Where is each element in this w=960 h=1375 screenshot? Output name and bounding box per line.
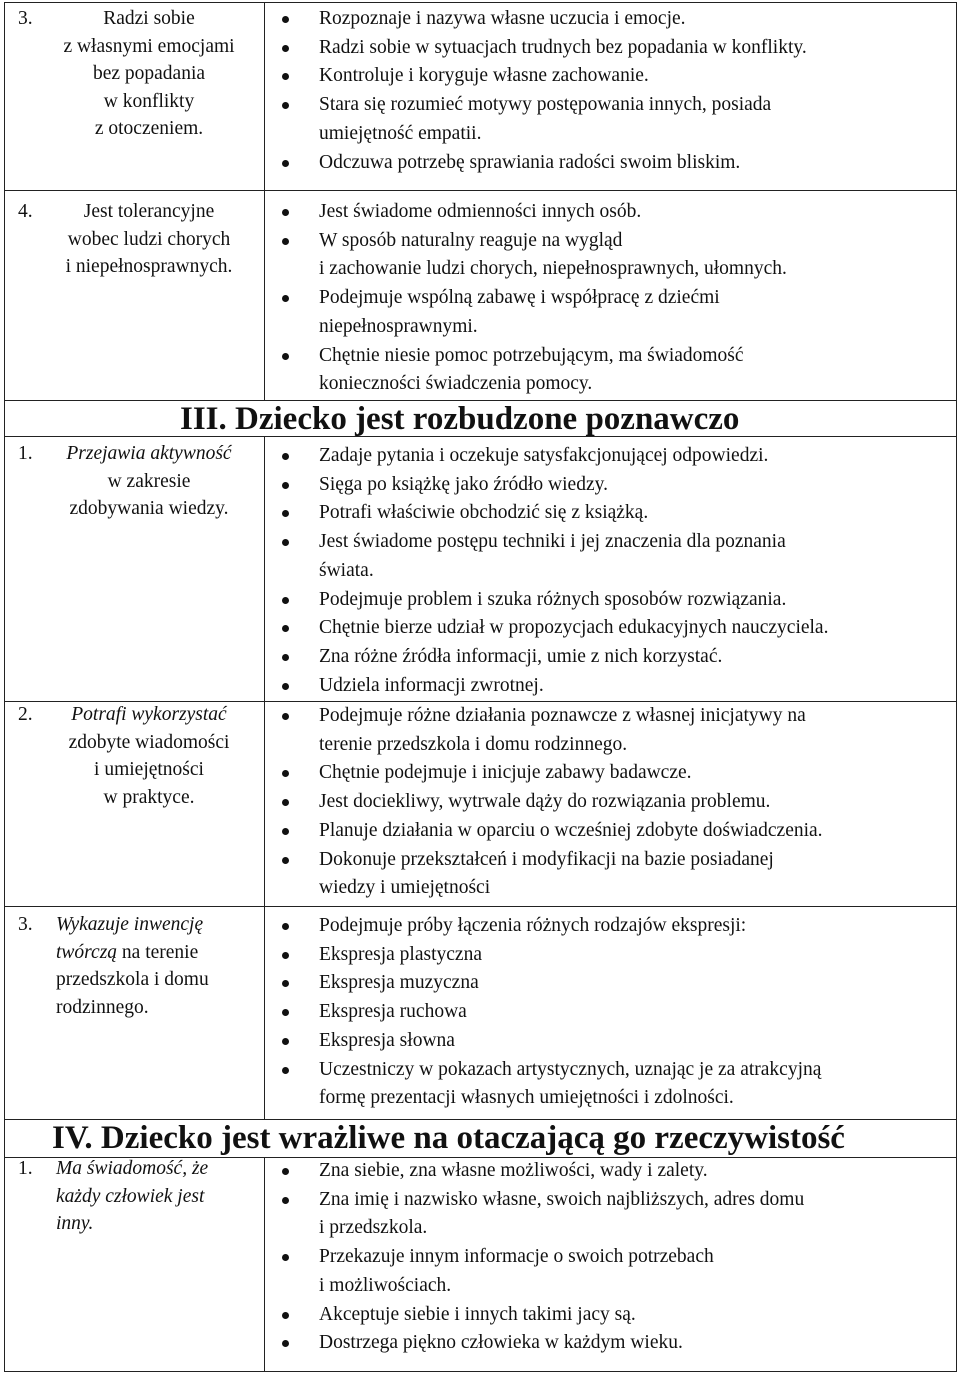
- goal-title-emphasis: Przejawia aktywność: [66, 443, 232, 464]
- outcomes-list: [274, 442, 950, 700]
- list-item: Jest dociekliwy, wytrwale dąży do rozwiązania problemu.: [274, 788, 950, 817]
- list-item: Rozpoznaje i nazywa własne uczucia i emocje.: [274, 5, 950, 34]
- goal-cell: [6, 701, 256, 811]
- section-title: III. Dziecko jest rozbudzone poznawczo: [180, 401, 740, 437]
- goal-title: [50, 440, 256, 523]
- column-divider: [264, 2, 265, 400]
- outcomes-cell: [274, 442, 950, 700]
- goal-number: 3.: [18, 914, 33, 935]
- list-item: Radzi sobie w sytuacjach trudnych bez popadania w konflikty.: [274, 34, 950, 63]
- goal-cell: [6, 911, 256, 1021]
- outcomes-list: [274, 912, 950, 1113]
- row-divider: [4, 906, 957, 907]
- outcomes-list: [274, 198, 950, 399]
- outcomes-list: [274, 1157, 950, 1358]
- goal-title: [50, 701, 256, 811]
- outcomes-cell: [274, 702, 950, 903]
- list-item: Akceptuje siebie i innych takimi jacy są.: [274, 1301, 950, 1330]
- goal-cell: [6, 1155, 256, 1238]
- outcomes-cell: [274, 5, 950, 177]
- list-item: Podejmuje problem i szuka różnych sposobów rozwiązania.: [274, 586, 950, 615]
- goal-title: Jest tolerancyjne wobec ludzi chorych i niepełnosprawnych.: [65, 201, 233, 277]
- column-divider: [264, 436, 265, 1119]
- goal-title: [50, 1155, 256, 1238]
- list-item: W sposób naturalny reaguje na wygląd i zachowanie ludzi chorych, niepełnosprawnych, ułomnych.: [274, 227, 950, 284]
- goal-number: 1.: [18, 1158, 33, 1179]
- outcomes-list: [274, 702, 950, 903]
- goal-cell: [6, 5, 256, 143]
- list-item: Zadaje pytania i oczekuje satysfakcjonującej odpowiedzi.: [274, 442, 950, 471]
- list-item: Ekspresja słowna: [274, 1027, 950, 1056]
- list-item: Przekazuje innym informacje o swoich potrzebach i możliwościach.: [274, 1243, 950, 1300]
- row-divider: [4, 190, 957, 191]
- list-item: Jest świadome postępu techniki i jej znaczenia dla poznania świata.: [274, 528, 950, 585]
- goal-title: [50, 911, 256, 1021]
- list-item: Chętnie niesie pomoc potrzebującym, ma świadomość konieczności świadczenia pomocy.: [274, 342, 950, 399]
- goal-number: 1.: [18, 443, 33, 464]
- goal-title: Radzi sobie z własnymi emocjami bez popadania w konflikty z otoczeniem.: [63, 8, 235, 139]
- goal-cell: [6, 440, 256, 523]
- list-item: Dostrzega piękno człowieka w każdym wieku.: [274, 1329, 950, 1358]
- list-item: Zna imię i nazwisko własne, swoich najbliższych, adres domu i przedszkola.: [274, 1186, 950, 1243]
- section-title: IV. Dziecko jest wrażliwe na otaczającą go rzeczywistość: [52, 1120, 845, 1156]
- list-item: Ekspresja muzyczna: [274, 969, 950, 998]
- goal-number: 3.: [18, 8, 33, 29]
- list-item: Potrafi właściwie obchodzić się z książką.: [274, 499, 950, 528]
- goal-cell: [6, 198, 256, 281]
- list-item: Ekspresja plastyczna: [274, 941, 950, 970]
- goal-number: 2.: [18, 704, 33, 725]
- goal-number: 4.: [18, 201, 33, 222]
- list-item: Stara się rozumieć motywy postępowania innych, posiada umiejętność empatii.: [274, 91, 950, 148]
- list-item: Podejmuje różne działania poznawcze z własnej inicjatywy na terenie przedszkola i domu rodzinnego.: [274, 702, 950, 759]
- list-item: Sięga po książkę jako źródło wiedzy.: [274, 471, 950, 500]
- outcomes-list: [274, 5, 950, 177]
- list-item: Dokonuje przekształceń i modyfikacji na bazie posiadanej wiedzy i umiejętności: [274, 846, 950, 903]
- goal-title-rest: zdobyte wiadomości i umiejętności w praktyce.: [68, 731, 230, 808]
- outcomes-cell: [274, 198, 950, 399]
- list-item: Chętnie podejmuje i inicjuje zabawy badawcze.: [274, 759, 950, 788]
- list-item: Zna różne źródła informacji, umie z nich korzystać.: [274, 643, 950, 672]
- list-item: Zna siebie, zna własne możliwości, wady i zalety.: [274, 1157, 950, 1186]
- list-item: Jest świadome odmienności innych osób.: [274, 198, 950, 227]
- goal-title-emphasis: Wykazuje inwencję twórczą: [56, 914, 204, 963]
- list-item: Odczuwa potrzebę sprawiania radości swoim bliskim.: [274, 149, 950, 178]
- list-item: Udziela informacji zwrotnej.: [274, 672, 950, 701]
- goal-title-emphasis: Potrafi wykorzystać: [71, 704, 227, 725]
- goal-title-emphasis: Ma świadomość, że każdy człowiek jest inny.: [56, 1158, 209, 1234]
- outcomes-cell: [274, 1157, 950, 1358]
- goal-title-rest: w zakresie zdobywania wiedzy.: [69, 470, 229, 519]
- list-item: Ekspresja ruchowa: [274, 998, 950, 1027]
- list-item: Podejmuje wspólną zabawę i współpracę z dziećmi niepełnosprawnymi.: [274, 284, 950, 341]
- list-item: Planuje działania w oparciu o wcześniej zdobyte doświadczenia.: [274, 817, 950, 846]
- list-item: Chętnie bierze udział w propozycjach edukacyjnych nauczyciela.: [274, 614, 950, 643]
- column-divider: [264, 1157, 265, 1372]
- outcomes-cell: [274, 912, 950, 1113]
- list-item: Kontroluje i koryguje własne zachowanie.: [274, 62, 950, 91]
- goal-title-rest: na terenie przedszkola i domu rodzinnego.: [56, 941, 209, 1018]
- list-item: Uczestniczy w pokazach artystycznych, uznając je za atrakcyjną formę prezentacji własnych umiejętności i zdolności.: [274, 1056, 950, 1113]
- list-item: Podejmuje próby łączenia różnych rodzajów ekspresji:: [274, 912, 950, 941]
